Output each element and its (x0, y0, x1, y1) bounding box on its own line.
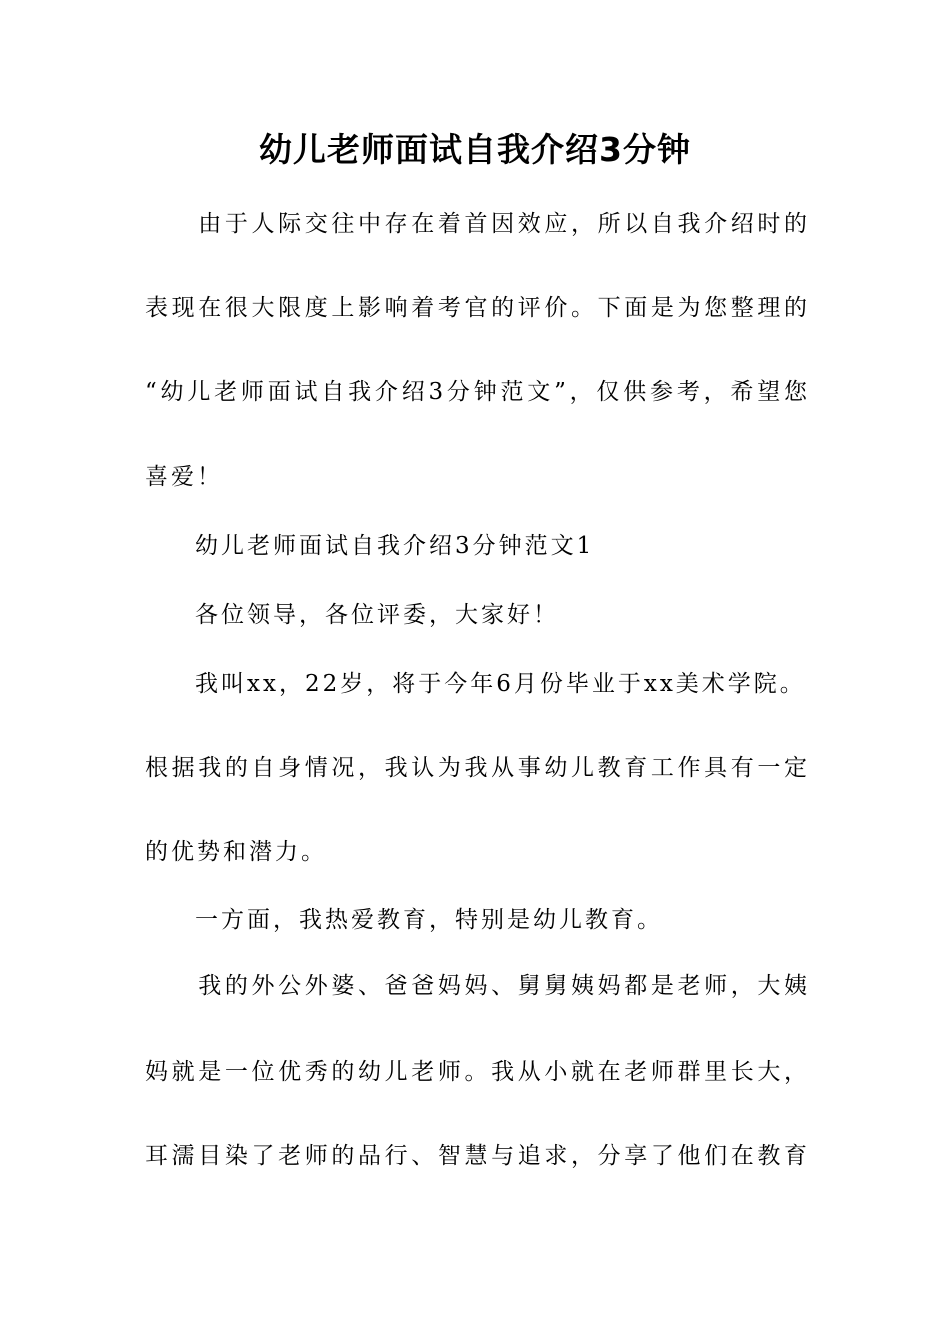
document-title: 幼儿老师面试自我介绍3分钟 (259, 130, 691, 169)
paragraph-line: 表现在很大限度上影响着考官的评价。下面是为您整理的 (145, 295, 807, 321)
paragraph-line: “幼儿老师面试自我介绍3分钟范文”，仅供参考，希望您 (145, 379, 807, 405)
paragraph-line: 耳濡目染了老师的品行、智慧与追求，分享了他们在教育 (145, 1143, 807, 1169)
section-heading: 幼儿老师面试自我介绍3分钟范文1 (195, 533, 595, 559)
paragraph-line: 我的外公外婆、爸爸妈妈、舅舅姨妈都是老师，大姨 (145, 973, 807, 999)
paragraph-line: 喜爱！ (145, 464, 223, 490)
paragraph-line: 一方面，我热爱教育，特别是幼儿教育。 (195, 907, 663, 933)
paragraph-line: 我叫xx，22岁，将于今年6月份毕业于xx美术学院。 (195, 671, 806, 697)
greeting-line: 各位领导，各位评委，大家好！ (195, 602, 559, 628)
paragraph-line: 妈就是一位优秀的幼儿老师。我从小就在老师群里长大， (145, 1059, 807, 1085)
paragraph-line: 根据我的自身情况，我认为我从事幼儿教育工作具有一定 (145, 755, 807, 781)
paragraph-line: 的优势和潜力。 (145, 839, 327, 865)
paragraph-line: 由于人际交往中存在着首因效应，所以自我介绍时的 (145, 211, 807, 237)
